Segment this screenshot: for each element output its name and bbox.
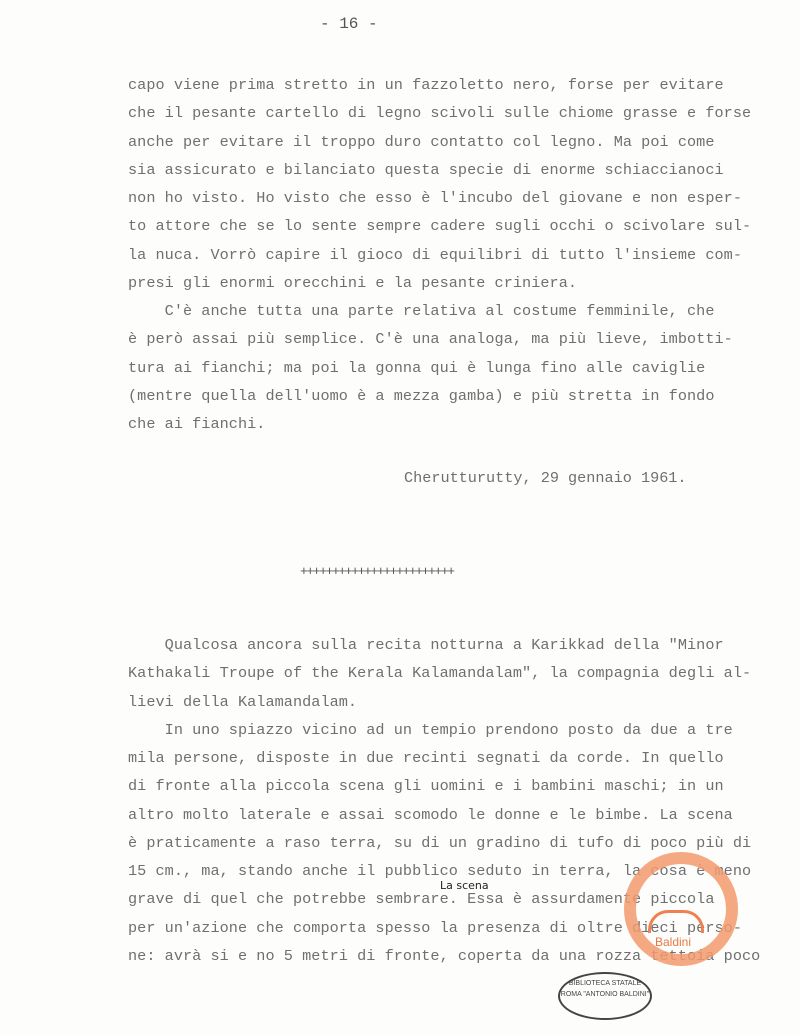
text-line: mila persone, disposte in due recinti segnati da corde. In quello	[128, 749, 724, 767]
text-line: presi gli enormi orecchini e la pesante criniera.	[128, 273, 578, 292]
text-line: ne: avrà si e no 5 metri di fronte, coperta da una rozza tettoia poco	[128, 946, 761, 965]
text-line: anche per evitare il troppo duro contatto col legno. Ma poi come	[128, 132, 715, 151]
text-line: altro molto laterale e assai scomodo le donne e le bimbe. La scena	[128, 805, 733, 824]
text-line: Qualcosa ancora sulla recita notturna a Karikkad della "Minor	[128, 636, 724, 654]
text-line: che il pesante cartello di legno scivoli sulle chiome grasse e forse	[128, 104, 752, 123]
place-date-signature: Cherutturutty, 29 gennaio 1961.	[404, 469, 687, 487]
handwritten-correction: La scena	[440, 879, 489, 892]
text-line: non ho visto. Ho visto che esso è l'incubo del giovane e non esper-	[128, 189, 742, 207]
text-line: lievi della Kalamandalam.	[128, 692, 358, 711]
text-line: per un'azione che comporta spesso la presenza di oltre dieci perso-	[128, 918, 742, 937]
text-line: grave di quel che potrebbe sembrare. Essa è assurdamente piccola	[128, 890, 715, 909]
text-line: tura ai fianchi; ma poi la gonna qui è lunga fino alle caviglie	[128, 358, 706, 377]
text-line: la nuca. Vorrò capire il gioco di equilibri di tutto l'insieme com-	[128, 245, 742, 264]
text-line: sia assicurato e bilanciato questa specie di enorme schiaccianoci	[128, 160, 724, 179]
text-line: C'è anche tutta una parte relativa al costume femminile, che	[128, 302, 715, 320]
text-line: In uno spiazzo vicino ad un tempio prendono posto da due a tre	[128, 720, 733, 739]
text-line: Kathakali Troupe of the Kerala Kalamandalam", la compagnia degli al-	[128, 664, 752, 683]
text-line: è praticamente a raso terra, su di un gradino di tufo di poco più di	[128, 833, 752, 852]
library-logo-text: Baldini	[655, 935, 692, 949]
text-line: che ai fianchi.	[128, 415, 266, 433]
text-line: 15 cm., ma, stando anche il pubblico seduto in terra, la cosa è meno	[128, 862, 752, 880]
library-oval-stamp: BIBLIOTECA STATALE ROMA "ANTONIO BALDINI"	[558, 972, 652, 1020]
section-separator: ++++++++++++++++++++++++	[300, 564, 454, 579]
text-line: to attore che se lo sente sempre cadere sugli occhi o scivolare sul-	[128, 217, 752, 236]
text-line: è però assai più semplice. C'è una analoga, ma più lieve, imbotti-	[128, 330, 733, 349]
text-line: capo viene prima stretto in un fazzoletto nero, forse per evitare	[128, 76, 724, 94]
text-line: di fronte alla piccola scena gli uomini e i bambini maschi; in un	[128, 777, 724, 796]
text-line: (mentre quella dell'uomo è a mezza gamba) e più stretta in fondo	[128, 386, 715, 405]
library-logo-icon	[648, 910, 704, 933]
page-number: - 16 -	[320, 15, 378, 33]
